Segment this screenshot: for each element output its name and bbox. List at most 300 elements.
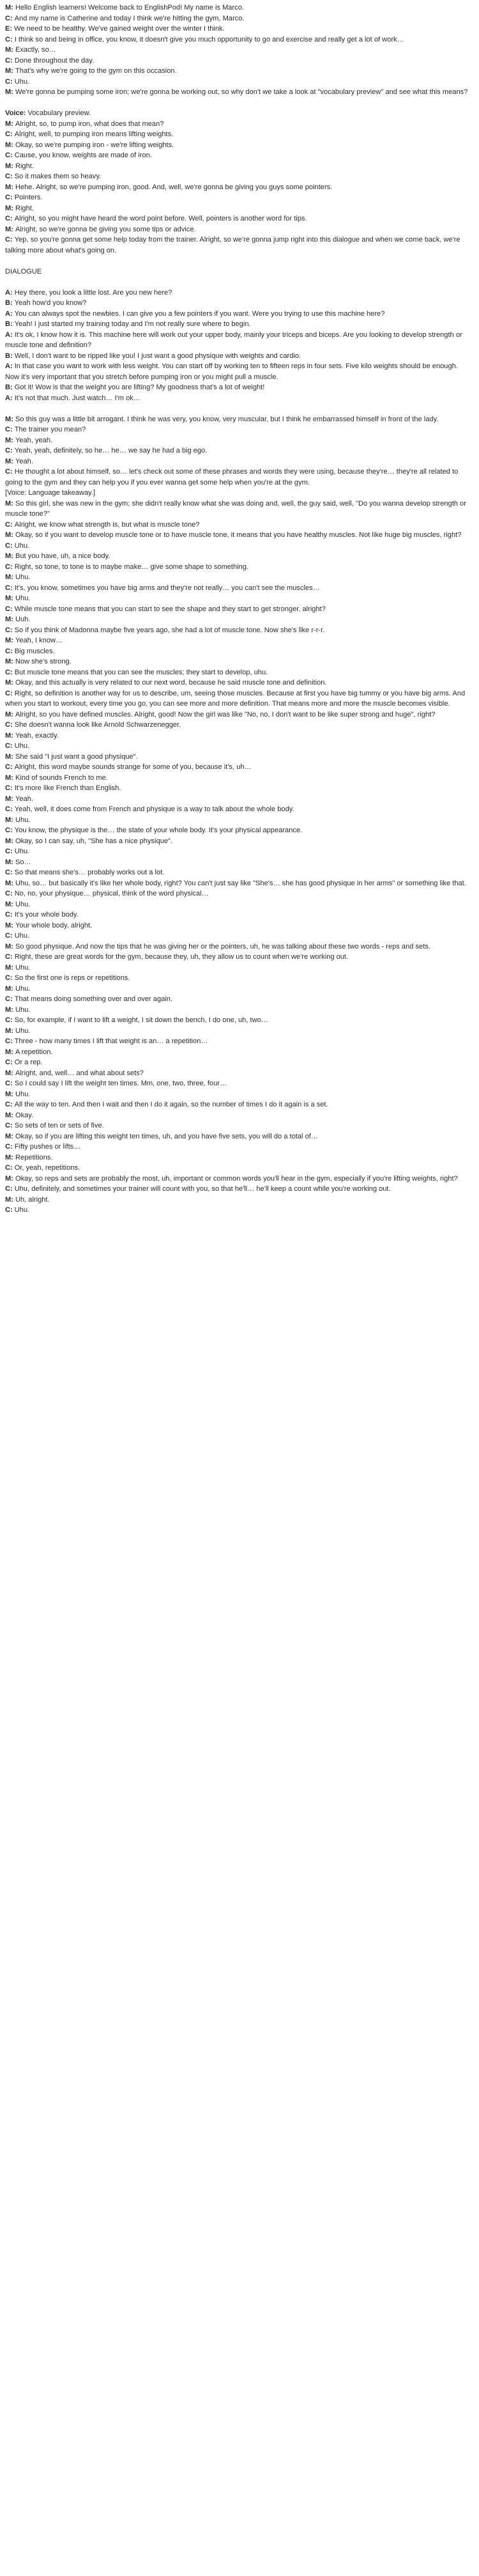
- transcript-line: [5, 192, 474, 203]
- transcript-line: [5, 203, 474, 214]
- transcript-line: [5, 593, 474, 604]
- transcript-line: [5, 1152, 474, 1163]
- transcript-line: [5, 762, 474, 773]
- utterance-text: Uhu.: [15, 1005, 31, 1014]
- utterance-text: And my name is Catherine and today I think we're hitting the gym, Marco.: [14, 14, 245, 22]
- transcript-line: [5, 710, 474, 720]
- speaker-label: M:: [5, 46, 13, 54]
- utterance-text: That means doing something over and over again.: [14, 995, 173, 1003]
- speaker-label: C:: [5, 974, 13, 982]
- transcript-line: [5, 530, 474, 541]
- transcript-line: [5, 1036, 474, 1047]
- utterance-text: Okay, so we're pumping iron - we're lifting weights.: [15, 141, 174, 149]
- speaker-label: B:: [5, 299, 13, 307]
- transcript-line: [5, 414, 474, 425]
- utterance-text: Right.: [15, 162, 34, 170]
- speaker-label: M:: [5, 921, 13, 929]
- utterance-text: Uh, alright.: [15, 1195, 50, 1204]
- transcript-line: [5, 741, 474, 752]
- transcript-line: [5, 1089, 474, 1100]
- transcript-line: [5, 899, 474, 910]
- transcript-line: [5, 171, 474, 182]
- speaker-label: M:: [5, 1174, 13, 1183]
- transcript-line: [5, 288, 474, 299]
- speaker-label: C:: [5, 14, 13, 22]
- speaker-label: M:: [5, 837, 13, 845]
- utterance-text: Uhu, so… but basically it's like her whole body, right? You can't just say like "She's… she has good physique in her arms" or something like that.: [15, 879, 466, 887]
- utterance-text: Uhu.: [14, 742, 30, 750]
- utterance-text: While muscle tone means that you can start to see the shape and they start to get stronger, alright?: [14, 605, 326, 613]
- utterance-text: Done throughout the day.: [14, 56, 95, 65]
- speaker-label: C:: [5, 890, 13, 897]
- transcript-line: [5, 667, 474, 678]
- utterance-text: Uhu.: [15, 594, 31, 602]
- speaker-label: C:: [5, 194, 13, 201]
- speaker-label: C:: [5, 826, 13, 834]
- utterance-text: Yeah.: [15, 795, 33, 803]
- transcript-line: [5, 520, 474, 531]
- utterance-text: We need to be healthy. We've gained weight over the winter I think.: [14, 25, 225, 33]
- transcript-line: [5, 3, 474, 13]
- speaker-label: A:: [5, 309, 13, 318]
- utterance-text: So this guy was a little bit arrogant. I think he was very, you know, very muscular, but I think he embarrassed himself in front of the lady.: [15, 415, 439, 423]
- transcript-line: [5, 625, 474, 636]
- utterance-text: So this girl, she was new in the gym; she didn't really know what she was doing and, well, the guy said, well, "Do you wanna develop strength or muscle tone?": [5, 499, 466, 518]
- speaker-label: M:: [5, 573, 13, 581]
- transcript-line: [5, 942, 474, 952]
- speaker-label: B:: [5, 384, 13, 391]
- transcript-line: [5, 150, 474, 161]
- utterance-text: So, for example, if I want to lift a weight, I sit down the bench, I do one, uh, two…: [14, 1016, 268, 1024]
- transcript-line: [5, 952, 474, 963]
- utterance-text: We're gonna be pumping some iron; we're gonna be working out, so why don't we take a look at "vocabulary preview" and see what this means?: [15, 88, 468, 96]
- speaker-label: M:: [5, 436, 13, 444]
- speaker-label: C:: [5, 995, 13, 1003]
- transcript-line: [5, 298, 474, 309]
- utterance-text: She said "I just want a good physique".: [15, 752, 138, 761]
- transcript-line: [5, 815, 474, 826]
- transcript-line: [5, 309, 474, 320]
- transcript-line: [5, 857, 474, 868]
- speaker-label: C:: [5, 1122, 13, 1129]
- transcript-line: [5, 963, 474, 974]
- transcript-line: [5, 56, 474, 66]
- utterance-text: So that means she's… probably works out a lot.: [14, 869, 165, 876]
- speaker-label: C:: [5, 426, 13, 433]
- transcript-line: [5, 614, 474, 625]
- transcript-line: [5, 836, 474, 847]
- speaker-label: C:: [5, 605, 13, 613]
- speaker-label: C:: [5, 721, 13, 729]
- utterance-text: Yeah.: [15, 457, 33, 465]
- utterance-text: Yeah! I just started my training today and I'm not really sure where to begin.: [14, 320, 251, 328]
- speaker-label: C:: [5, 763, 13, 771]
- utterance-text: Vocabulary preview.: [27, 109, 91, 117]
- utterance-text: That's why we're going to the gym on this occasion.: [15, 67, 177, 75]
- utterance-text: Okay, so reps and sets are probably the most, uh, important or common words you'll hear in the gym, especially if you're lifting weights, right?: [15, 1174, 458, 1183]
- speaker-label: C:: [5, 215, 13, 222]
- speaker-label: Voice:: [5, 109, 26, 117]
- utterance-text: Uuh.: [15, 616, 31, 623]
- speaker-label: M:: [5, 1195, 13, 1204]
- utterance-text: Uhu.: [15, 1090, 31, 1098]
- transcript-line: [5, 330, 474, 351]
- transcript-line: [5, 351, 474, 362]
- utterance-text: Alright, we know what strength is, but what is muscle tone?: [14, 520, 200, 529]
- utterance-text: Right, these are great words for the gym, because they, uh, they allow us to count when we're working out.: [14, 953, 349, 961]
- utterance-text: It's ok, I know how it is. This machine here will work out your upper body, mainly your triceps and biceps. Are you looking to develop strength or muscle tone and definition?: [5, 330, 462, 349]
- transcript-line: [5, 646, 474, 657]
- transcript-line: [5, 1005, 474, 1016]
- utterance-text: Okay, and this actually is very related to our next word, because he said muscle tone and definition.: [15, 679, 327, 687]
- transcript-line: [5, 1110, 474, 1121]
- speaker-label: M:: [5, 1069, 13, 1077]
- transcript-line: [5, 467, 474, 488]
- utterance-text: Well, I don't want to be ripped like you! I just want a good physique with weights and cardio.: [14, 352, 301, 360]
- transcript-line: [5, 752, 474, 763]
- speaker-label: M:: [5, 731, 13, 740]
- transcript-line: [5, 1099, 474, 1110]
- utterance-text: Pointers.: [14, 194, 43, 201]
- transcript-line: [5, 1142, 474, 1152]
- transcript-line: [5, 867, 474, 878]
- utterance-text: Uhu.: [15, 1027, 31, 1035]
- speaker-label: C:: [5, 520, 13, 529]
- utterance-text: DIALOGUE: [5, 267, 42, 275]
- speaker-label: M:: [5, 879, 13, 887]
- transcript-line: [5, 213, 474, 224]
- utterance-text: It's your whole body.: [14, 911, 79, 919]
- speaker-label: C:: [5, 742, 13, 750]
- speaker-label: M:: [5, 963, 13, 972]
- transcript-line: [5, 161, 474, 172]
- speaker-label: M:: [5, 658, 13, 665]
- speaker-label: C:: [5, 689, 13, 697]
- speaker-label: M:: [5, 1048, 13, 1056]
- utterance-text: Okay.: [15, 1111, 34, 1119]
- transcript-line: [5, 182, 474, 193]
- utterance-text: Alright, so you might have heard the word point before. Well, pointers is another word for tips.: [14, 215, 307, 222]
- speaker-label: C:: [5, 468, 13, 476]
- utterance-text: She doesn't wanna look like Arnold Schwarzenegger.: [14, 721, 181, 729]
- speaker-label: M:: [5, 679, 13, 687]
- transcript-line: [5, 920, 474, 931]
- speaker-label: C:: [5, 1101, 13, 1108]
- utterance-text: Uhu.: [15, 984, 31, 993]
- utterance-text: In that case you want to work with less weight. You can start off by working ten to fifteen reps in four sets. Five kilo weights should be enough. Now it's very important that you stretch before pumping iron or you might pull a muscle.: [5, 362, 458, 381]
- transcript-line: [5, 635, 474, 646]
- utterance-text: Uhu.: [15, 900, 31, 908]
- transcript-line: [5, 846, 474, 857]
- transcript-line: [5, 1068, 474, 1079]
- speaker-label: M:: [5, 942, 13, 950]
- utterance-text: No, no, your physique… physical, think of the word physical…: [14, 890, 209, 897]
- speaker-label: M:: [5, 816, 13, 824]
- speaker-label: M:: [5, 457, 13, 465]
- transcript-line: [5, 1174, 474, 1184]
- transcript-line: [5, 382, 474, 393]
- utterance-text: Hehe. Alright, so we're pumping iron, good. And, well, we're gonna be giving you guys some pointers.: [15, 183, 333, 191]
- transcript-line: [5, 994, 474, 1005]
- speaker-label: M:: [5, 594, 13, 602]
- utterance-text: Alright, well, to pumping iron means lifting weights.: [14, 130, 174, 138]
- utterance-text: Alright, this word maybe sounds strange for some of you, because it's, uh…: [14, 763, 252, 771]
- utterance-text: Okay, so if you want to develop muscle tone or to have muscle tone, it means that you have healthy muscles. Not like huge big muscles, right?: [15, 531, 462, 539]
- transcript-line: [5, 119, 474, 130]
- utterance-text: It's not that much. Just watch… I'm ok…: [14, 394, 141, 402]
- utterance-text: So…: [15, 858, 31, 866]
- utterance-text: Yeah, yeah, definitely, so he… he… we say he had a big ego.: [14, 447, 208, 454]
- speaker-label: M:: [5, 204, 13, 212]
- utterance-text: Uhu.: [15, 573, 31, 581]
- speaker-label: C:: [5, 1016, 13, 1024]
- transcript-line: [5, 1078, 474, 1089]
- speaker-label: M:: [5, 162, 13, 170]
- utterance-text: Uhu.: [14, 541, 30, 550]
- utterance-text: Uhu.: [14, 848, 30, 855]
- transcript-line: [5, 1121, 474, 1131]
- transcript-line: [5, 688, 474, 710]
- utterance-text: Repetitions.: [15, 1153, 53, 1161]
- speaker-label: C:: [5, 1143, 13, 1151]
- speaker-label: C:: [5, 35, 13, 43]
- transcript-line: [5, 267, 474, 277]
- transcript-line: [5, 140, 474, 151]
- utterance-text: Fifty pushes or lifts…: [14, 1143, 81, 1151]
- utterance-text: Yeah, I know…: [15, 637, 63, 644]
- blank-line: [5, 256, 474, 267]
- speaker-label: C:: [5, 647, 13, 655]
- utterance-text: So the first one is reps or repetitions.: [14, 974, 130, 982]
- speaker-label: C:: [5, 1080, 13, 1087]
- speaker-label: M:: [5, 752, 13, 761]
- utterance-text: So if you think of Madonna maybe five years ago, she had a lot of muscle tone. Now she's like r-r-r.: [14, 626, 325, 634]
- speaker-label: M:: [5, 1090, 13, 1098]
- speaker-label: C:: [5, 668, 13, 676]
- utterance-text: Alright, so, to pump iron, what does that mean?: [15, 120, 164, 128]
- transcript-line: [5, 720, 474, 731]
- transcript-line: [5, 731, 474, 741]
- transcript-line: [5, 562, 474, 573]
- speaker-label: C:: [5, 584, 13, 592]
- utterance-text: Your whole body, alright.: [15, 921, 93, 929]
- speaker-label: A:: [5, 288, 13, 297]
- speaker-label: M:: [5, 900, 13, 908]
- transcript-line: [5, 1015, 474, 1026]
- speaker-label: C:: [5, 151, 13, 159]
- transcript-line: [5, 87, 474, 98]
- blank-line: [5, 98, 474, 109]
- transcript-line: [5, 424, 474, 435]
- speaker-label: B:: [5, 320, 13, 328]
- speaker-label: C:: [5, 130, 13, 138]
- speaker-label: A:: [5, 330, 13, 339]
- utterance-text: You know, the physique is the… the state of your whole body. It's your physical appearance.: [14, 826, 303, 834]
- speaker-label: M:: [5, 1153, 13, 1161]
- utterance-text: Or a rep.: [14, 1059, 43, 1066]
- transcript-line: [5, 1047, 474, 1058]
- speaker-label: M:: [5, 225, 13, 233]
- speaker-label: C:: [5, 1164, 13, 1172]
- transcript-line: [5, 1163, 474, 1174]
- transcript-line: [5, 488, 474, 499]
- transcript-line: [5, 235, 474, 256]
- utterance-text: [Voice: Language takeaway.]: [5, 489, 96, 497]
- transcript-line: [5, 1184, 474, 1195]
- speaker-label: C:: [5, 1206, 13, 1214]
- speaker-label: C:: [5, 173, 13, 180]
- utterance-text: Uhu.: [14, 1206, 30, 1214]
- transcript-line: [5, 973, 474, 984]
- transcript-line: [5, 499, 474, 520]
- speaker-label: C:: [5, 1037, 13, 1045]
- blank-line: [5, 277, 474, 288]
- speaker-label: M:: [5, 1132, 13, 1140]
- utterance-text: Or, yeah, repetitions.: [14, 1164, 80, 1172]
- speaker-label: C:: [5, 447, 13, 454]
- utterance-text: Yeah, exactly.: [15, 731, 59, 740]
- speaker-label: M:: [5, 499, 13, 508]
- utterance-text: You can always spot the newbies. I can give you a few pointers if you want. Were you trying to use this machine here?: [14, 309, 385, 318]
- transcript-line: [5, 66, 474, 77]
- speaker-label: M:: [5, 858, 13, 866]
- utterance-text: Uhu.: [14, 77, 30, 86]
- transcript-line: [5, 77, 474, 88]
- transcript-line: [5, 931, 474, 942]
- transcript-line: [5, 108, 474, 119]
- speaker-label: C:: [5, 626, 13, 634]
- transcript-line: [5, 910, 474, 920]
- utterance-text: Cause, you know, weights are made of iron.: [14, 151, 152, 159]
- transcript-line: [5, 35, 474, 45]
- speaker-label: C:: [5, 1185, 13, 1193]
- speaker-label: C:: [5, 236, 13, 244]
- speaker-label: M:: [5, 637, 13, 644]
- utterance-text: Uhu, definitely, and sometimes your trainer will count with you, so that he'll… he'll keep a count while you're working out.: [14, 1185, 391, 1193]
- speaker-label: C:: [5, 77, 13, 86]
- transcript-line: [5, 804, 474, 815]
- utterance-text: Hello English learners! Welcome back to EnglishPod! My name is Marco.: [15, 4, 244, 12]
- utterance-text: It's, you know, sometimes you have big arms and they're not really… you can't see the muscles…: [14, 584, 320, 592]
- utterance-text: Right.: [15, 204, 34, 212]
- utterance-text: So it makes them so heavy.: [14, 173, 102, 180]
- transcript-line: [5, 1195, 474, 1206]
- transcript-line: [5, 456, 474, 467]
- speaker-label: C:: [5, 541, 13, 550]
- transcript-line: [5, 319, 474, 330]
- utterance-text: Yeah how'd you know?: [14, 299, 87, 307]
- utterance-text: All the way to ten. And then I wait and then I do it again, so the number of times I do it again is a set.: [14, 1101, 328, 1108]
- transcript-line: [5, 783, 474, 794]
- utterance-text: Hey there, you look a little lost. Are you new here?: [14, 288, 172, 297]
- speaker-label: M:: [5, 795, 13, 803]
- utterance-text: Big muscles.: [14, 647, 55, 655]
- transcript-line: [5, 1057, 474, 1068]
- transcript-line: [5, 984, 474, 995]
- transcript-line: [5, 1131, 474, 1142]
- utterance-text: Exactly, so…: [15, 46, 56, 54]
- utterance-text: So I could say I lift the weight ten times. Mm, one, two, three, four…: [14, 1080, 227, 1087]
- transcript-line: [5, 541, 474, 552]
- speaker-label: C:: [5, 805, 13, 813]
- speaker-label: C:: [5, 784, 13, 792]
- speaker-label: M:: [5, 616, 13, 623]
- transcript-line: [5, 1205, 474, 1216]
- speaker-label: M:: [5, 415, 13, 423]
- speaker-label: C:: [5, 1059, 13, 1066]
- utterance-text: But you have, uh, a nice body.: [15, 552, 110, 560]
- utterance-text: The trainer you mean?: [14, 426, 86, 433]
- utterance-text: Uhu.: [15, 816, 31, 824]
- transcript-line: [5, 446, 474, 456]
- speaker-label: C:: [5, 56, 13, 65]
- utterance-text: Alright, so we're gonna be giving you some tips or advice.: [15, 225, 196, 233]
- utterance-text: Kind of sounds French to me.: [15, 773, 108, 782]
- speaker-label: M:: [5, 531, 13, 539]
- utterance-text: Three - how many times I lift that weight is an… a repetition…: [14, 1037, 208, 1045]
- utterance-text: He thought a lot about himself, so… let's check out some of these phrases and words they were using, because they're… they're all related to going to the gym and they can help you if you ever wanna get some help when you're at the gym.: [5, 468, 459, 486]
- utterance-text: I think so and being in office, you know, it doesn't give you much opportunity to go and exercise and really get a lot of work…: [14, 35, 404, 43]
- utterance-text: Okay, so I can say, uh, "She has a nice physique".: [15, 837, 173, 845]
- speaker-label: B:: [5, 352, 13, 360]
- transcript-line: [5, 435, 474, 446]
- utterance-text: Right, so tone, to tone is to maybe make… give some shape to something.: [14, 563, 249, 571]
- transcript-line: [5, 888, 474, 899]
- speaker-label: M:: [5, 120, 13, 128]
- transcript-line: [5, 604, 474, 615]
- utterance-text: Alright, so you have defined muscles. Alright, good! Now the girl was like "No, no, I don't want to be like super strong and huge", right?: [15, 710, 436, 718]
- utterance-text: A repetition.: [15, 1048, 53, 1056]
- speaker-label: M:: [5, 67, 13, 75]
- speaker-label: C:: [5, 932, 13, 940]
- speaker-label: C:: [5, 911, 13, 919]
- utterance-text: Alright, and, well… and what about sets?: [15, 1069, 144, 1077]
- speaker-label: M:: [5, 552, 13, 560]
- transcript-line: [5, 878, 474, 889]
- utterance-text: Got it! Wow is that the weight you are lifting? My goodness that's a lot of weight!: [14, 384, 265, 391]
- utterance-text: So good physique. And now the tips that he was giving her or the pointers, uh, he was talking about these two words - reps and sets.: [15, 942, 430, 950]
- utterance-text: So sets of ten or sets of five.: [14, 1122, 104, 1129]
- speaker-label: E:: [5, 25, 13, 33]
- speaker-label: A:: [5, 362, 13, 370]
- speaker-label: M:: [5, 88, 13, 96]
- speaker-label: A:: [5, 394, 13, 402]
- transcript-line: [5, 129, 474, 140]
- transcript-line: [5, 678, 474, 688]
- speaker-label: M:: [5, 1005, 13, 1014]
- speaker-label: C:: [5, 848, 13, 855]
- utterance-text: Now she's strong.: [15, 658, 72, 665]
- blank-line: [5, 403, 474, 414]
- speaker-label: M:: [5, 1027, 13, 1035]
- transcript-line: [5, 825, 474, 836]
- transcript-line: [5, 551, 474, 562]
- utterance-text: It's more like French than English.: [14, 784, 121, 792]
- transcript-line: [5, 656, 474, 667]
- transcript-line: [5, 13, 474, 24]
- utterance-text: Yeah, yeah.: [15, 436, 53, 444]
- transcript-line: [5, 45, 474, 56]
- speaker-label: M:: [5, 183, 13, 191]
- speaker-label: C:: [5, 869, 13, 876]
- utterance-text: Uhu.: [15, 963, 31, 972]
- transcript-line: [5, 583, 474, 594]
- transcript-line: [5, 393, 474, 404]
- speaker-label: M:: [5, 1111, 13, 1119]
- utterance-text: Right, so definition is another way for us to describe, um, seeing those muscles. Because at first you have big tummy or you have big arms. And when you start to workout, every time you go, you can see more and more definition. That means more and more the muscle becomes visible.: [5, 689, 466, 708]
- speaker-label: M:: [5, 141, 13, 149]
- utterance-text: But muscle tone means that you can see the muscles; they start to develop, uhu.: [14, 668, 268, 676]
